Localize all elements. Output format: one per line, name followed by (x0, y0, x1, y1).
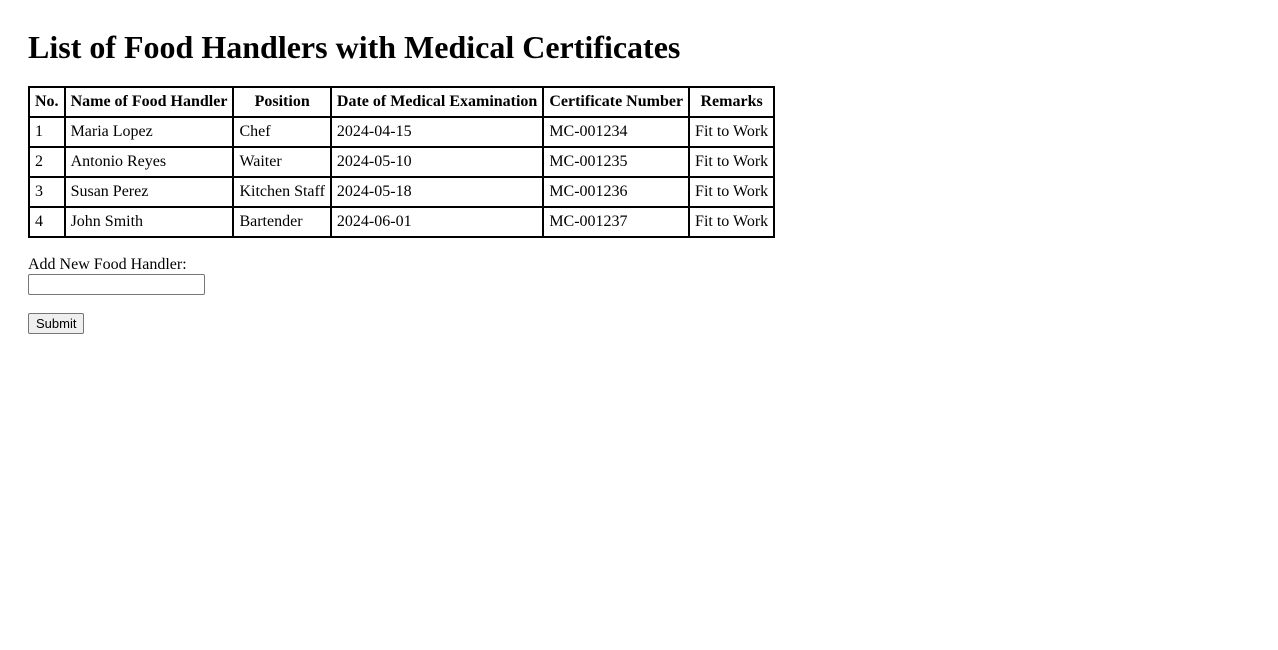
table-row (29, 207, 774, 237)
cell-remarks: Fit to Work (689, 177, 774, 207)
cell-name: John Smith (65, 207, 234, 237)
cell-certificate-number: MC-001234 (543, 117, 689, 147)
header-position: Position (233, 87, 330, 117)
cell-certificate-number: MC-001237 (543, 207, 689, 237)
cell-no: 2 (29, 147, 65, 177)
table-row (29, 147, 774, 177)
header-name: Name of Food Handler (65, 87, 234, 117)
add-food-handler-input[interactable] (28, 274, 205, 295)
cell-position: Kitchen Staff (233, 177, 330, 207)
add-food-handler-form (28, 256, 775, 334)
cell-exam-date: 2024-06-01 (331, 207, 543, 237)
add-food-handler-label: Add New Food Handler: (28, 256, 187, 273)
page-content (28, 0, 775, 334)
cell-no: 1 (29, 117, 65, 147)
cell-exam-date: 2024-05-18 (331, 177, 543, 207)
submit-button[interactable]: Submit (28, 313, 84, 334)
cell-no: 3 (29, 177, 65, 207)
cell-certificate-number: MC-001235 (543, 147, 689, 177)
cell-position: Bartender (233, 207, 330, 237)
header-certificate-number: Certificate Number (543, 87, 689, 117)
table-row (29, 117, 774, 147)
cell-exam-date: 2024-04-15 (331, 117, 543, 147)
page-title: List of Food Handlers with Medical Certificates (28, 29, 681, 65)
header-no: No. (29, 87, 65, 117)
table-header-row (29, 87, 774, 117)
food-handlers-table (28, 86, 775, 238)
cell-certificate-number: MC-001236 (543, 177, 689, 207)
cell-no: 4 (29, 207, 65, 237)
cell-remarks: Fit to Work (689, 117, 774, 147)
cell-name: Antonio Reyes (65, 147, 234, 177)
cell-remarks: Fit to Work (689, 147, 774, 177)
cell-position: Waiter (233, 147, 330, 177)
cell-name: Maria Lopez (65, 117, 234, 147)
cell-exam-date: 2024-05-10 (331, 147, 543, 177)
header-exam-date: Date of Medical Examination (331, 87, 543, 117)
header-remarks: Remarks (689, 87, 774, 117)
cell-remarks: Fit to Work (689, 207, 774, 237)
table-row (29, 177, 774, 207)
cell-name: Susan Perez (65, 177, 234, 207)
cell-position: Chef (233, 117, 330, 147)
